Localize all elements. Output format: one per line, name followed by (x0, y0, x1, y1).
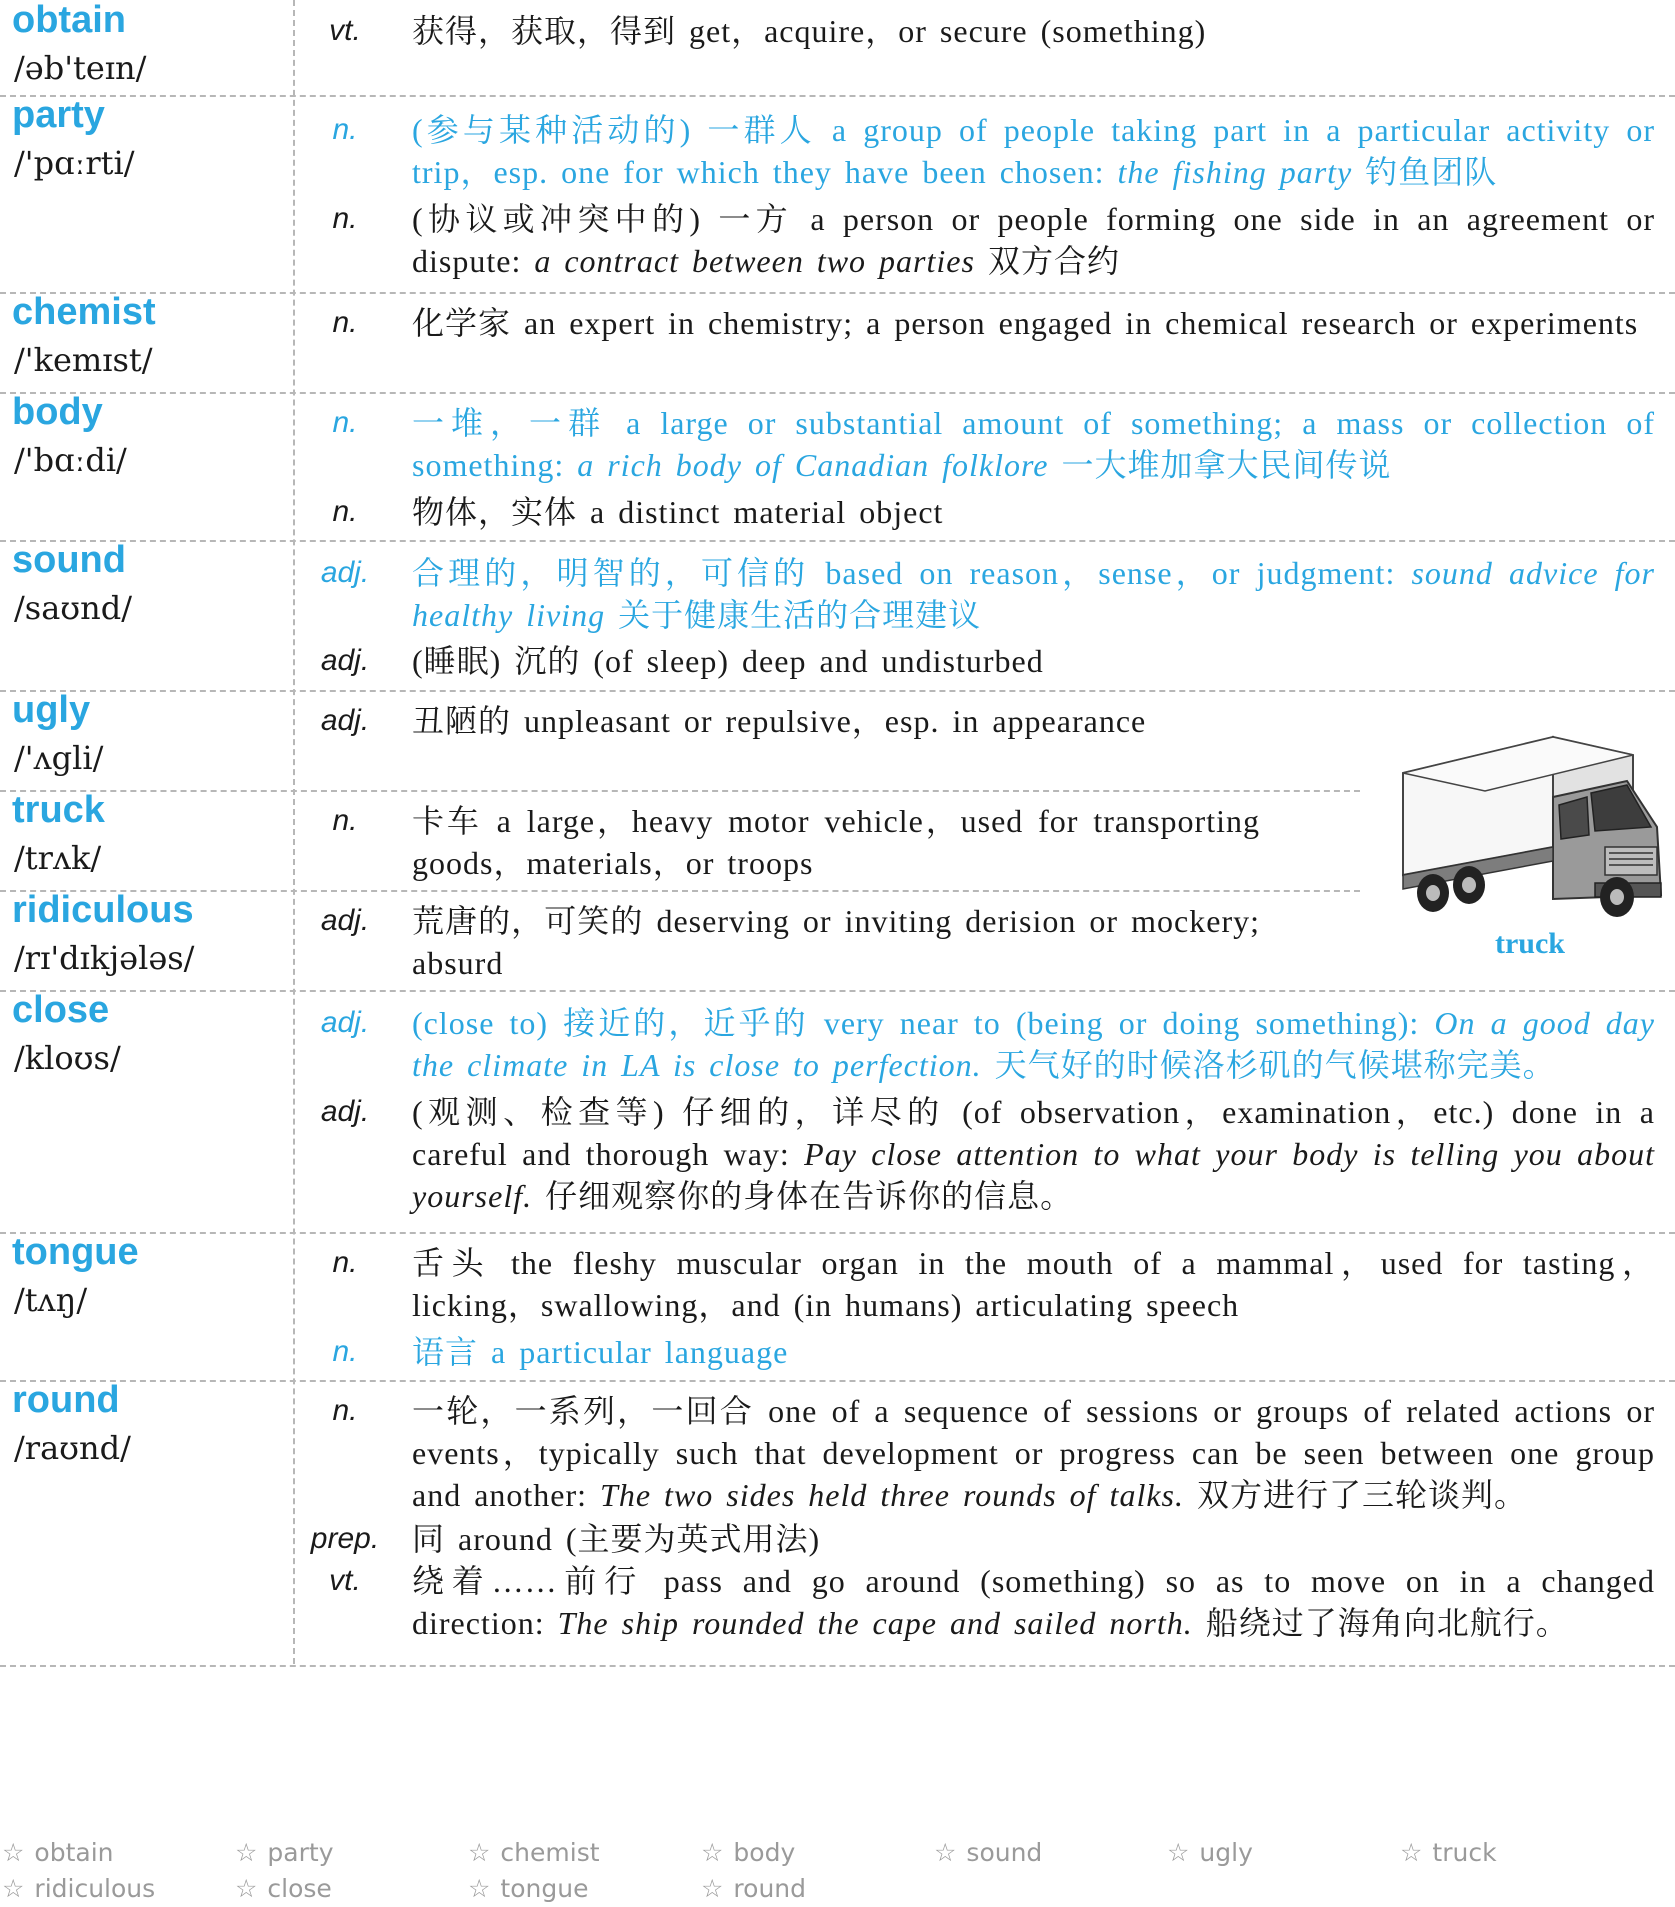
example-sentence: The ship rounded the cape and sailed north. (557, 1605, 1193, 1641)
checklist-label: obtain (34, 1838, 114, 1867)
phonetic: /'bɑːdi/ (14, 441, 127, 479)
phonetic: /raʊnd/ (14, 1429, 131, 1467)
definition (412, 109, 1655, 193)
checklist-label: chemist (500, 1838, 600, 1867)
headword: tongue (12, 1231, 139, 1273)
definition-text: (观测、检查等) 仔细的，详尽的 (of observation，examination，etc.) done in a careful and thorough way: (412, 1094, 1655, 1172)
star-icon: ☆ (701, 1838, 724, 1867)
part-of-speech: adj. (320, 1095, 370, 1128)
definition-text: 丑陋的 unpleasant or repulsive，esp. in appearance (412, 703, 1147, 739)
star-icon: ☆ (1167, 1838, 1190, 1867)
headword: truck (12, 789, 105, 831)
definition (412, 640, 1655, 682)
definition-text: 关于健康生活的合理建议 (605, 597, 982, 633)
part-of-speech: prep. (310, 1522, 380, 1555)
checklist-item-truck[interactable] (1400, 1838, 1497, 1868)
example-sentence: a rich body of Canadian folklore (577, 447, 1049, 483)
example-sentence: a contract between two parties (534, 243, 975, 279)
truck-icon (1395, 735, 1665, 925)
definition (412, 900, 1260, 984)
example-sentence: On a good day the climate in LA is close to perfection. (412, 1005, 1655, 1083)
entry-close (0, 990, 1675, 1232)
headword: chemist (12, 291, 156, 333)
star-icon: ☆ (934, 1838, 957, 1867)
part-of-speech: n. (332, 113, 358, 146)
entry-sound (0, 540, 1675, 690)
phonetic: /rɪ'dɪkjələs/ (14, 939, 195, 977)
entry-chemist (0, 292, 1675, 392)
definition-text: 天气好的时候洛杉矶的气候堪称完美。 (981, 1047, 1556, 1083)
definition-text: 同 around (主要为英式用法) (412, 1521, 821, 1557)
entry-round (0, 1380, 1675, 1665)
checklist-item-body[interactable] (701, 1838, 795, 1868)
phonetic: /'pɑːrti/ (14, 144, 135, 182)
checklist-label: sound (966, 1838, 1043, 1867)
part-of-speech: adj. (320, 704, 370, 737)
checklist-item-sound[interactable] (934, 1838, 1042, 1868)
star-icon: ☆ (468, 1874, 491, 1903)
definition-text: 合理的，明智的，可信的 based on reason，sense，or judgment: (412, 555, 1412, 591)
definition-text: 舌头 the fleshy muscular organ in the mouth of a mammal，used for tasting，licking，swallowing，and (in humans) articulating speech (412, 1245, 1655, 1323)
headword: sound (12, 539, 126, 581)
definition-text: 双方合约 (974, 243, 1120, 279)
definition-text: 语言 a particular language (412, 1334, 789, 1370)
definition (412, 1002, 1655, 1086)
definition-text: 双方进行了三轮谈判。 (1183, 1477, 1527, 1513)
definition (412, 491, 1655, 533)
definition-text: 荒唐的，可笑的 deserving or inviting derision or mockery; absurd (412, 903, 1260, 981)
star-icon: ☆ (2, 1874, 25, 1903)
entry-party (0, 95, 1675, 292)
phonetic: /'kemɪst/ (14, 341, 153, 379)
definition (412, 302, 1655, 344)
definition-text: (参与某种活动的) 一群人 a group of people taking part in a particular activity or trip，esp. one for which they have been chosen: (412, 112, 1655, 190)
definition (412, 1560, 1655, 1644)
checklist-label: party (267, 1838, 334, 1867)
checklist-item-chemist[interactable] (468, 1838, 600, 1868)
definition-text: 一轮，一系列，一回合 one of a sequence of sessions or groups of related actions or events，typically such that development or progress can be seen between one group and another: (412, 1393, 1655, 1513)
definition-text: (close to) 接近的，近乎的 very near to (being or doing something): (412, 1005, 1435, 1041)
definition-text: 一堆，一群 a large or substantial amount of something; a mass or collection of something: (412, 405, 1655, 483)
star-icon: ☆ (2, 1838, 25, 1867)
checklist-item-tongue[interactable] (468, 1874, 588, 1904)
definition-text: 钓鱼团队 (1352, 154, 1498, 190)
checklist-item-round[interactable] (701, 1874, 806, 1904)
definition (412, 1331, 1655, 1373)
definition-text: (协议或冲突中的) 一方 a person or people forming one side in an agreement or dispute: (412, 201, 1655, 279)
star-icon: ☆ (1400, 1838, 1423, 1867)
checklist-item-ridiculous[interactable] (2, 1874, 155, 1904)
definition-text: 仔细观察你的身体在告诉你的信息。 (532, 1178, 1074, 1214)
phonetic: /'ʌgli/ (14, 739, 104, 777)
definition (412, 1091, 1655, 1217)
part-of-speech: adj. (320, 556, 370, 589)
part-of-speech: adj. (320, 904, 370, 937)
checklist-label: ugly (1199, 1838, 1253, 1867)
definition-text: 化学家 an expert in chemistry; a person engaged in chemical research or experiments (412, 305, 1639, 341)
checklist-label: tongue (500, 1874, 589, 1903)
part-of-speech: n. (332, 804, 358, 837)
figure-caption: truck (1495, 927, 1565, 960)
entry-obtain (0, 0, 1675, 95)
definition-text: 船绕过了海角向北航行。 (1192, 1605, 1569, 1641)
part-of-speech: n. (332, 1335, 358, 1368)
definition (412, 198, 1655, 282)
part-of-speech: vt. (329, 1564, 361, 1597)
definition-text: 一大堆加拿大民间传说 (1048, 447, 1392, 483)
example-sentence: sound advice for healthy living (412, 555, 1655, 633)
checklist-label: truck (1432, 1838, 1497, 1867)
definition (412, 402, 1655, 486)
entry-separator (0, 1665, 1675, 1667)
phonetic: /saʊnd/ (14, 589, 132, 627)
checklist-label: close (267, 1874, 332, 1903)
definition-text: 卡车 a large，heavy motor vehicle，used for transporting goods，materials，or troops (412, 803, 1260, 881)
example-sentence: Pay close attention to what your body is telling you about yourself. (412, 1136, 1656, 1214)
word-checklist (0, 1838, 1675, 1906)
checklist-label: ridiculous (34, 1874, 156, 1903)
entry-body (0, 392, 1675, 540)
phonetic: /tʌŋ/ (14, 1281, 88, 1319)
definition-text: 绕着……前行 pass and go around (something) so as to move on in a changed direction: (412, 1563, 1655, 1641)
checklist-label: round (733, 1874, 807, 1903)
definition (412, 1242, 1655, 1326)
part-of-speech: n. (332, 306, 358, 339)
definition-text: 获得，获取，得到 get，acquire，or secure (something) (412, 13, 1207, 49)
headword: body (12, 391, 103, 433)
phonetic: /trʌk/ (14, 839, 102, 877)
definition (412, 10, 1655, 52)
headword: party (12, 94, 105, 136)
part-of-speech: n. (332, 406, 358, 439)
checklist-item-obtain[interactable] (2, 1838, 114, 1868)
definition (412, 800, 1260, 884)
part-of-speech: n. (332, 1246, 358, 1279)
headword: close (12, 989, 110, 1031)
checklist-item-close[interactable] (235, 1874, 332, 1904)
star-icon: ☆ (468, 1838, 491, 1867)
definition (412, 1390, 1655, 1516)
star-icon: ☆ (701, 1874, 724, 1903)
part-of-speech: vt. (329, 14, 361, 47)
checklist-item-party[interactable] (235, 1838, 334, 1868)
definition-text: 物体，实体 a distinct material object (412, 494, 944, 530)
part-of-speech: n. (332, 495, 358, 528)
truck-figure (1385, 735, 1675, 975)
example-sentence: The two sides held three rounds of talks. (600, 1477, 1184, 1513)
phonetic: /əb'teɪn/ (14, 49, 147, 87)
star-icon: ☆ (235, 1874, 258, 1903)
entry-tongue (0, 1232, 1675, 1380)
part-of-speech: adj. (320, 644, 370, 677)
headword: ridiculous (12, 889, 194, 931)
example-sentence: the fishing party (1117, 154, 1353, 190)
headword: round (12, 1379, 120, 1421)
checklist-label: body (733, 1838, 796, 1867)
checklist-item-ugly[interactable] (1167, 1838, 1253, 1868)
definition-text: (睡眠) 沉的 (of sleep) deep and undisturbed (412, 643, 1044, 679)
definition (412, 552, 1655, 636)
part-of-speech: adj. (320, 1006, 370, 1039)
definition (412, 1518, 1655, 1560)
headword: obtain (12, 0, 126, 41)
star-icon: ☆ (235, 1838, 258, 1867)
headword: ugly (12, 689, 91, 731)
phonetic: /kloʊs/ (14, 1039, 121, 1077)
part-of-speech: n. (332, 202, 358, 235)
part-of-speech: n. (332, 1394, 358, 1427)
